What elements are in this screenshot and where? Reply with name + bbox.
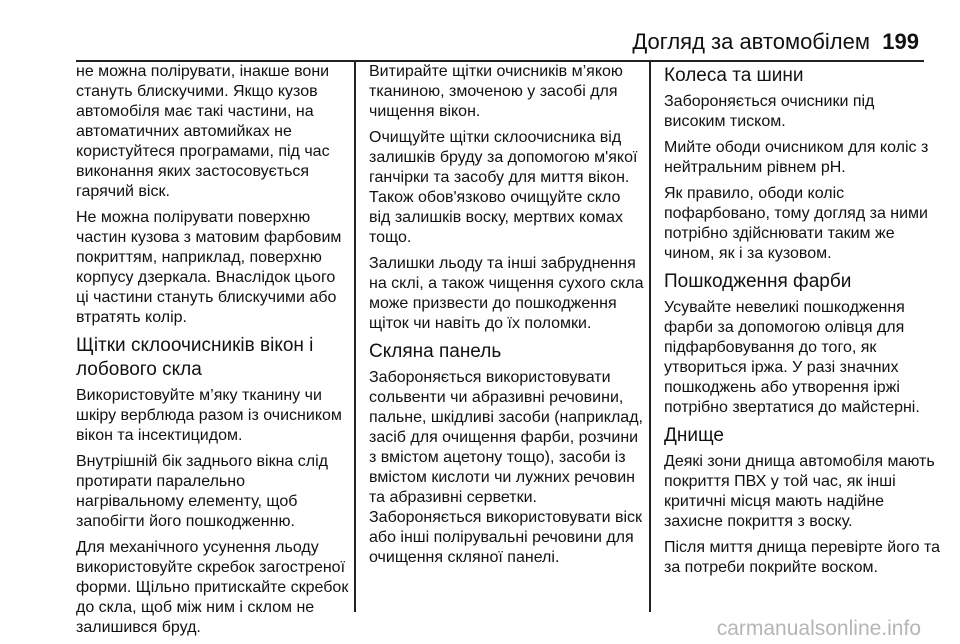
column-divider	[354, 62, 356, 612]
section-heading: Колеса та шини	[664, 65, 804, 86]
section-heading: Скляна панель	[369, 341, 502, 362]
paragraph: Усувайте невеликі пошкодження фарби за допомогою олівця для підфарбовування до того, як утвориться іржа. У разі значних пошкоджень або утворення іржі потрібно звертатися до майстерні.	[664, 299, 920, 416]
paragraph: Як правило, ободи коліс пофарбовано, тому догляд за ними потрібно здійснювати таким же чином, як і за кузовом.	[664, 185, 928, 262]
paragraph: Залишки льоду та інші забруднення на склі, а також чищення сухого скла може призвести до пошкодження щіток чи навіть до їх поломки.	[369, 255, 644, 332]
paragraph: Деякі зони днища автомобіля мають покриття ПВХ у той час, як інші критичні місця мають надійне захисне покриття з воску.	[664, 453, 935, 530]
column-divider	[649, 62, 651, 612]
section-title: Догляд за автомобілем	[632, 29, 870, 54]
paragraph: Не можна полірувати поверхню частин кузова з матовим фарбовим покриттям, наприклад, поверхню корпусу дзеркала. Внаслідок цього ці частини стануть блискучими або втратять колір.	[76, 209, 342, 326]
paragraph: Забороняється використовувати сольвенти чи абразивні речовини, пальне, шкідливі засоби (наприклад, засіб для очищення фарби, розчини з вмістом ацетону тощо), засоби із вмістом кислоти чи лужних речовин та абразивні серветки. Забороняється використовувати віск або інші полірувальні речовини для очищення скляної панелі.	[369, 369, 643, 566]
paragraph: Мийте ободи очисником для коліс з нейтральним рівнем pH.	[664, 139, 929, 176]
paragraph: Витирайте щітки очисників м’якою тканиною, змоченою у засобі для чищення вікон.	[369, 63, 623, 120]
page-number: 199	[882, 29, 919, 54]
paragraph: Використовуйте м’яку тканину чи шкіру верблюда разом із очисником вікон та інсектицидом.	[76, 387, 342, 444]
column-middle	[369, 62, 645, 574]
column-left	[76, 62, 352, 644]
paragraph: не можна полірувати, інакше вони стануть блискучими. Якщо кузов автомобіля має такі частини, на автоматичних автомийках не користуйтеся програмами, під час виконання яких застосовується гарячий віск.	[76, 63, 330, 200]
paragraph: Внутрішній бік заднього вікна слід протирати паралельно нагрівальному елементу, щоб запобігти його пошкодженню.	[76, 453, 328, 530]
section-heading: Пошкодження фарби	[664, 271, 852, 292]
paragraph: Для механічного усунення льоду використовуйте скребок загостреної форми. Щільно притискайте скребок до скла, щоб між ним і склом не залишився бруд.	[76, 539, 349, 636]
section-heading: Щітки склоочисників вікон і лобового скла	[76, 335, 314, 380]
paragraph: Забороняється очисники під високим тиском.	[664, 93, 875, 130]
page-header	[0, 0, 960, 56]
watermark: carmanualsonline.info	[716, 617, 921, 640]
paragraph: Очищуйте щітки склоочисника від залишків бруду за допомогою м'якої ганчірки та засобу для миття вікон. Також обов'язково очищуйте скло від залишків воску, мертвих комах тощо.	[369, 129, 638, 246]
section-heading: Днище	[664, 425, 724, 446]
paragraph: Після миття днища перевірте його та за потреби покрийте воском.	[664, 539, 940, 576]
column-right	[664, 62, 940, 584]
